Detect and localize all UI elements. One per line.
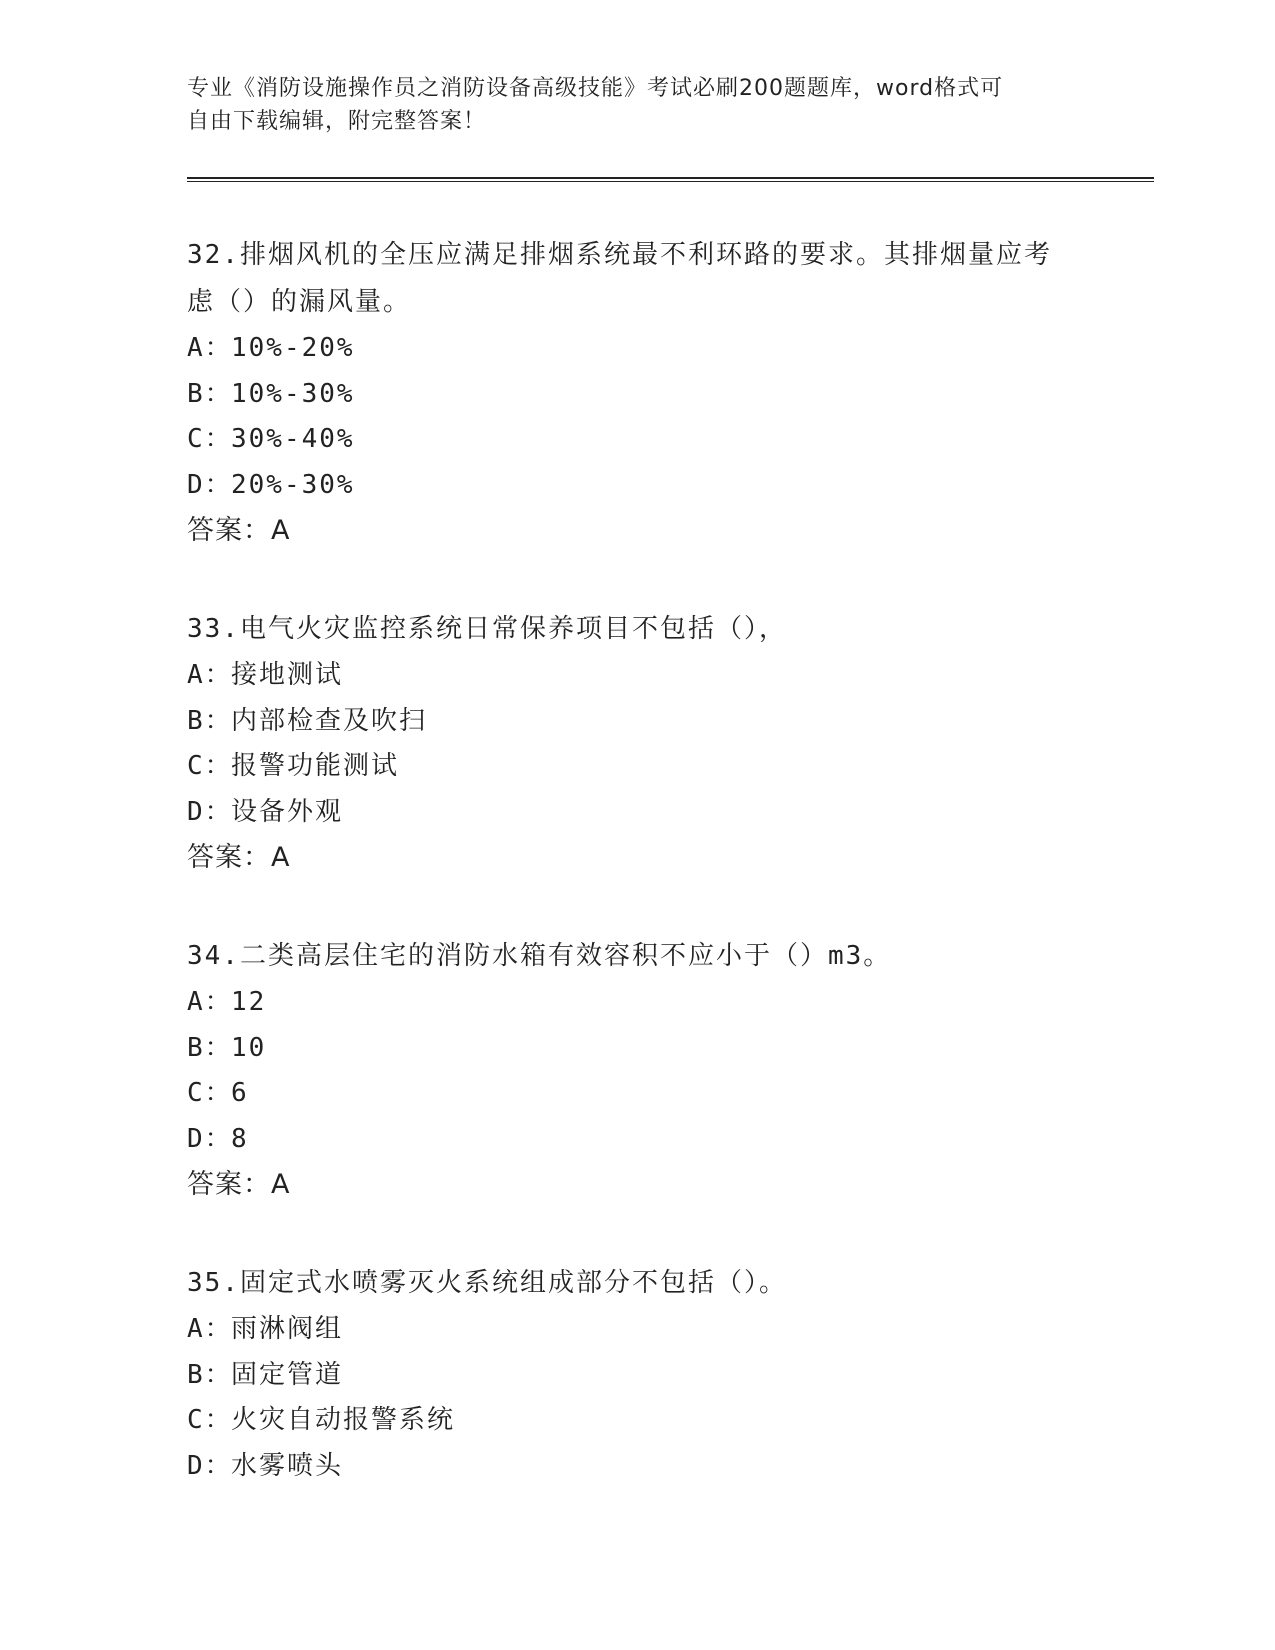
option-text: 10%-20% bbox=[231, 333, 355, 363]
option-letter: C： bbox=[187, 1405, 233, 1435]
option-text: 接地测试 bbox=[231, 660, 344, 690]
option-text: 雨淋阀组 bbox=[231, 1314, 344, 1344]
question-stem-continued: 虑（）的漏风量。 bbox=[187, 287, 412, 317]
option-letter: B： bbox=[187, 378, 233, 409]
option-text: 8 bbox=[231, 1123, 249, 1154]
answer-label: 答案：A bbox=[187, 842, 291, 873]
option-text: 10 bbox=[231, 1032, 267, 1063]
option-letter: B： bbox=[187, 1032, 233, 1063]
option-c bbox=[187, 1071, 1087, 1117]
option-letter: A： bbox=[187, 333, 233, 363]
option-b bbox=[187, 372, 1087, 418]
option-letter: C： bbox=[187, 1078, 233, 1108]
option-text: 内部检查及吹扫 bbox=[231, 705, 428, 736]
question-32 bbox=[187, 232, 1087, 554]
option-c bbox=[187, 1398, 1087, 1444]
option-letter: D： bbox=[187, 1123, 233, 1154]
option-letter: D： bbox=[187, 796, 233, 827]
question-33 bbox=[187, 606, 1087, 881]
question-list bbox=[187, 232, 1087, 1541]
option-c bbox=[187, 744, 1087, 790]
option-letter: D： bbox=[187, 1450, 233, 1481]
question-35 bbox=[187, 1260, 1087, 1489]
option-d bbox=[187, 790, 1087, 836]
option-text: 固定管道 bbox=[231, 1359, 344, 1390]
option-text: 火灾自动报警系统 bbox=[231, 1405, 456, 1435]
header-divider-thick bbox=[187, 177, 1154, 179]
option-b bbox=[187, 699, 1087, 745]
option-d bbox=[187, 1117, 1087, 1163]
option-d bbox=[187, 1444, 1087, 1490]
question-stem: 33.电气火灾监控系统日常保养项目不包括（）， bbox=[187, 614, 787, 644]
option-text: 水雾喷头 bbox=[231, 1450, 344, 1481]
option-c bbox=[187, 417, 1087, 463]
option-text: 30%-40% bbox=[231, 424, 355, 454]
header-title-line-2: 自由下载编辑，附完整答案！ bbox=[187, 109, 487, 134]
option-a bbox=[187, 653, 1087, 699]
question-stem: 34.二类高层住宅的消防水箱有效容积不应小于（）m3。 bbox=[187, 941, 892, 971]
header-divider-thin bbox=[187, 181, 1154, 182]
option-b bbox=[187, 1353, 1087, 1399]
option-letter: B： bbox=[187, 1359, 233, 1390]
option-d bbox=[187, 463, 1087, 509]
option-b bbox=[187, 1026, 1087, 1072]
option-letter: C： bbox=[187, 424, 233, 454]
option-letter: A： bbox=[187, 1314, 233, 1344]
option-text: 6 bbox=[231, 1078, 249, 1108]
option-a bbox=[187, 326, 1087, 372]
document-header bbox=[187, 72, 1087, 138]
header-title-line-1: 专业《消防设施操作员之消防设备高级技能》考试必刷200题题库，word格式可 bbox=[187, 76, 1004, 101]
option-letter: B： bbox=[187, 705, 233, 736]
option-a bbox=[187, 980, 1087, 1026]
question-stem: 35.固定式水喷雾灭火系统组成部分不包括（）。 bbox=[187, 1268, 787, 1298]
option-letter: D： bbox=[187, 469, 233, 500]
option-letter: A： bbox=[187, 987, 233, 1017]
answer-label: 答案：A bbox=[187, 1169, 291, 1200]
option-a bbox=[187, 1307, 1087, 1353]
question-stem: 32.排烟风机的全压应满足排烟系统最不利环路的要求。其排烟量应考 bbox=[187, 240, 1052, 270]
answer-label: 答案：A bbox=[187, 515, 291, 546]
option-text: 12 bbox=[231, 987, 267, 1017]
option-text: 20%-30% bbox=[231, 469, 355, 500]
question-34 bbox=[187, 933, 1087, 1208]
option-text: 报警功能测试 bbox=[231, 751, 400, 781]
option-text: 设备外观 bbox=[231, 796, 344, 827]
option-letter: A： bbox=[187, 660, 233, 690]
option-text: 10%-30% bbox=[231, 378, 355, 409]
option-letter: C： bbox=[187, 751, 233, 781]
